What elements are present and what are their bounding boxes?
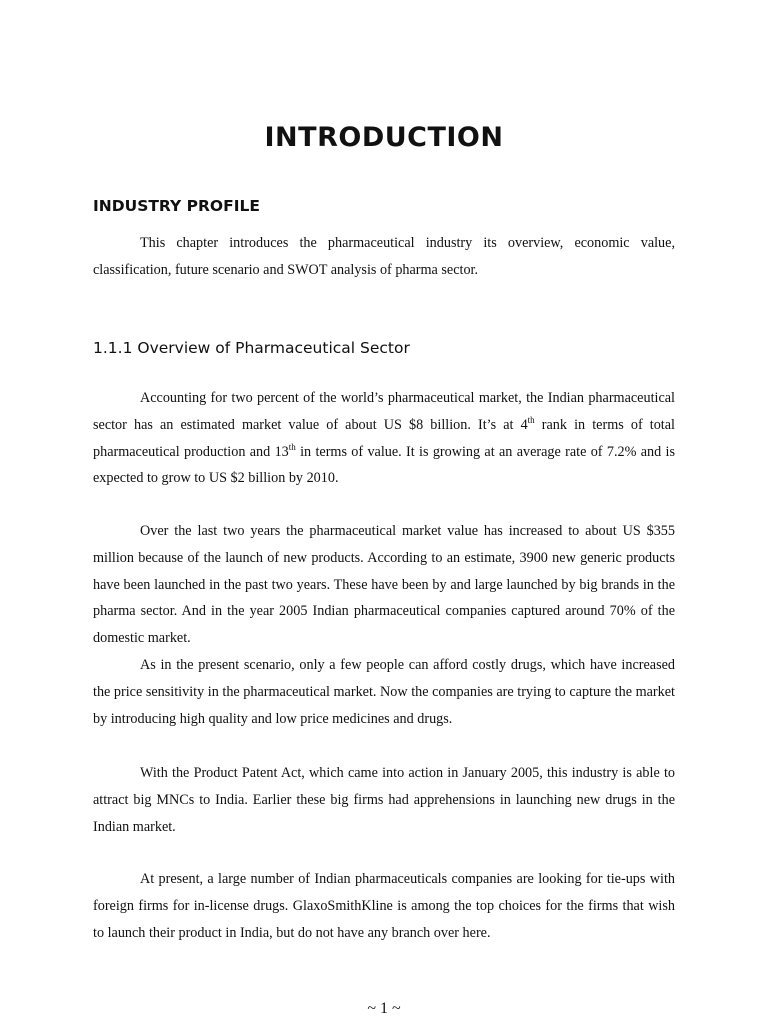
section-heading: INDUSTRY PROFILE <box>93 197 260 215</box>
ordinal-suffix: th <box>288 441 296 452</box>
paragraph-overview-3: As in the present scenario, only a few people can afford costly drugs, which have increased the price sensitivity in the pharmaceutical market. Now the companies are trying to capture the market by introducing high quality and low price medicines and drugs. <box>93 657 675 727</box>
paragraph-overview-5: At present, a large number of Indian pharmaceuticals companies are looking for tie-ups with foreign firms for in-license drugs. GlaxoSmithKline is among the top choices for the firms that wish to launch their product in India, but do not have any branch over here. <box>93 871 675 941</box>
paragraph-overview-2: Over the last two years the pharmaceutical market value has increased to about US $355 million because of the launch of new products. According to an estimate, 3900 new generic products have been launched in the past two years. These have been by and large launched by big brands in the pharma sector. And in the year 2005 Indian pharmaceutical companies captured around 70% of the domestic market. <box>93 523 675 647</box>
subsection-heading: 1.1.1 Overview of Pharmaceutical Sector <box>93 339 410 357</box>
paragraph-text: in terms of value. It is growing at an average rate of 7.2% and is expected to grow to US $2 billion by 2010. <box>93 443 675 487</box>
paragraph-overview-4: With the Product Patent Act, which came into action in January 2005, this industry is able to attract big MNCs to India. Earlier these big firms had apprehensions in launching new drugs in the Indian market. <box>93 765 675 835</box>
page-title: INTRODUCTION <box>264 122 504 153</box>
paragraph-text: Accounting for two percent of the world’s pharmaceutical market, the Indian pharmaceutical sector has an estimated market value of about US $8 billion. It’s at 4 <box>93 390 675 433</box>
paragraph-overview-1 <box>93 385 675 492</box>
intro-paragraph: This chapter introduces the pharmaceutical industry its overview, economic value, classification, future scenario and SWOT analysis of pharma sector. <box>93 235 675 278</box>
ordinal-suffix: th <box>527 414 535 425</box>
paragraph-text: rank in terms of total pharmaceutical production and 13 <box>93 416 675 460</box>
page-number: ~ 1 ~ <box>367 1000 401 1017</box>
